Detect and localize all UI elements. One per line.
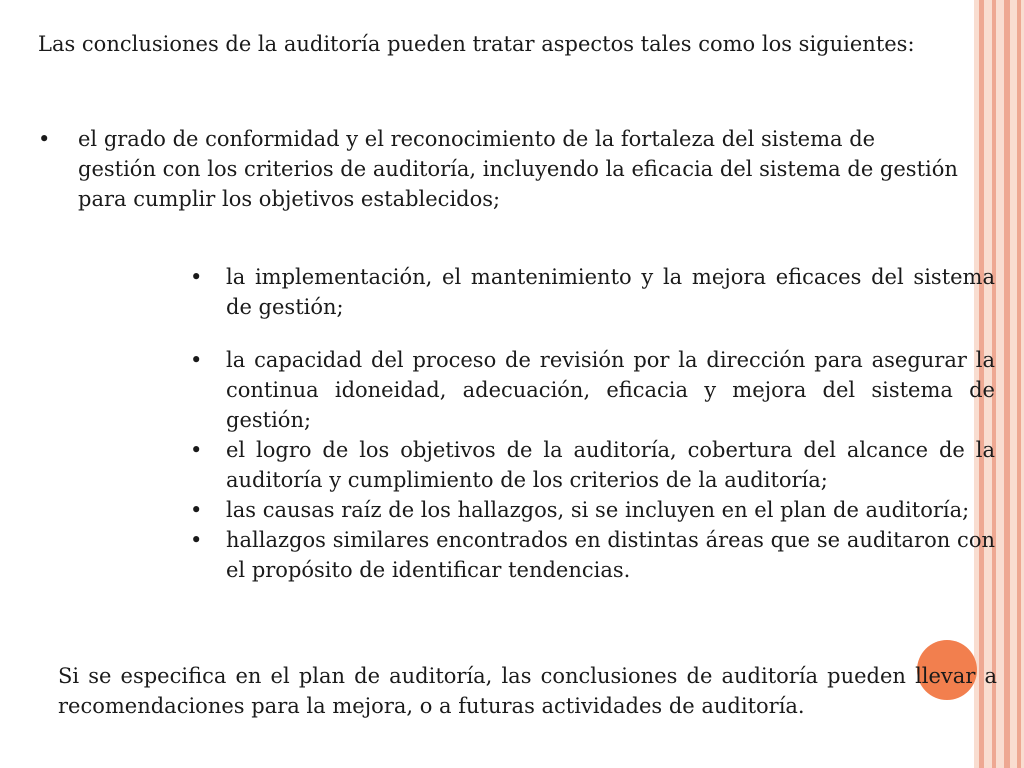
intro-text: Las conclusiones de la auditoría pueden tratar aspectos tales como los siguientes: (38, 32, 915, 56)
first-bullet (38, 124, 958, 214)
sub-bullet-list-a (190, 262, 995, 322)
list-item (190, 435, 995, 495)
sub-bullet-list-b (190, 345, 995, 585)
list-item (190, 525, 995, 585)
list-item-text: hallazgos similares encontrados en distintas áreas que se auditaron con el propósito de identificar tendencias. (226, 528, 995, 582)
bullet-icon: • (190, 528, 203, 552)
list-item-text: la implementación, el mantenimiento y la mejora eficaces del sistema de gestión; (226, 265, 995, 319)
bullet-icon: • (190, 348, 203, 372)
list-item-text: el logro de los objetivos de la auditoría, cobertura del alcance de la auditoría y cumplimiento de los criterios de la auditoría; (226, 438, 995, 492)
stripe (1017, 0, 1021, 768)
bullet-icon: • (190, 438, 203, 462)
stripe (1004, 0, 1010, 768)
list-item (190, 495, 995, 525)
bullet-icon: • (190, 498, 203, 522)
first-bullet-text: el grado de conformidad y el reconocimiento de la fortaleza del sistema de gestión con los criterios de auditoría, incluyendo la eficacia del sistema de gestión para cumplir los objetivos establecidos; (78, 127, 958, 211)
list-item (190, 262, 995, 322)
bullet-icon: • (38, 127, 51, 151)
list-item-text: las causas raíz de los hallazgos, si se incluyen en el plan de auditoría; (226, 498, 970, 522)
list-item (190, 345, 995, 435)
closing-text: Si se especifica en el plan de auditoría, las conclusiones de auditoría pueden llevar a recomendaciones para la mejora, o a futuras actividades de auditoría. (58, 664, 997, 718)
list-item-text: la capacidad del proceso de revisión por la dirección para asegurar la continua idoneidad, adecuación, eficacia y mejora del sistema de gestión; (226, 348, 995, 432)
bullet-icon: • (190, 265, 203, 289)
